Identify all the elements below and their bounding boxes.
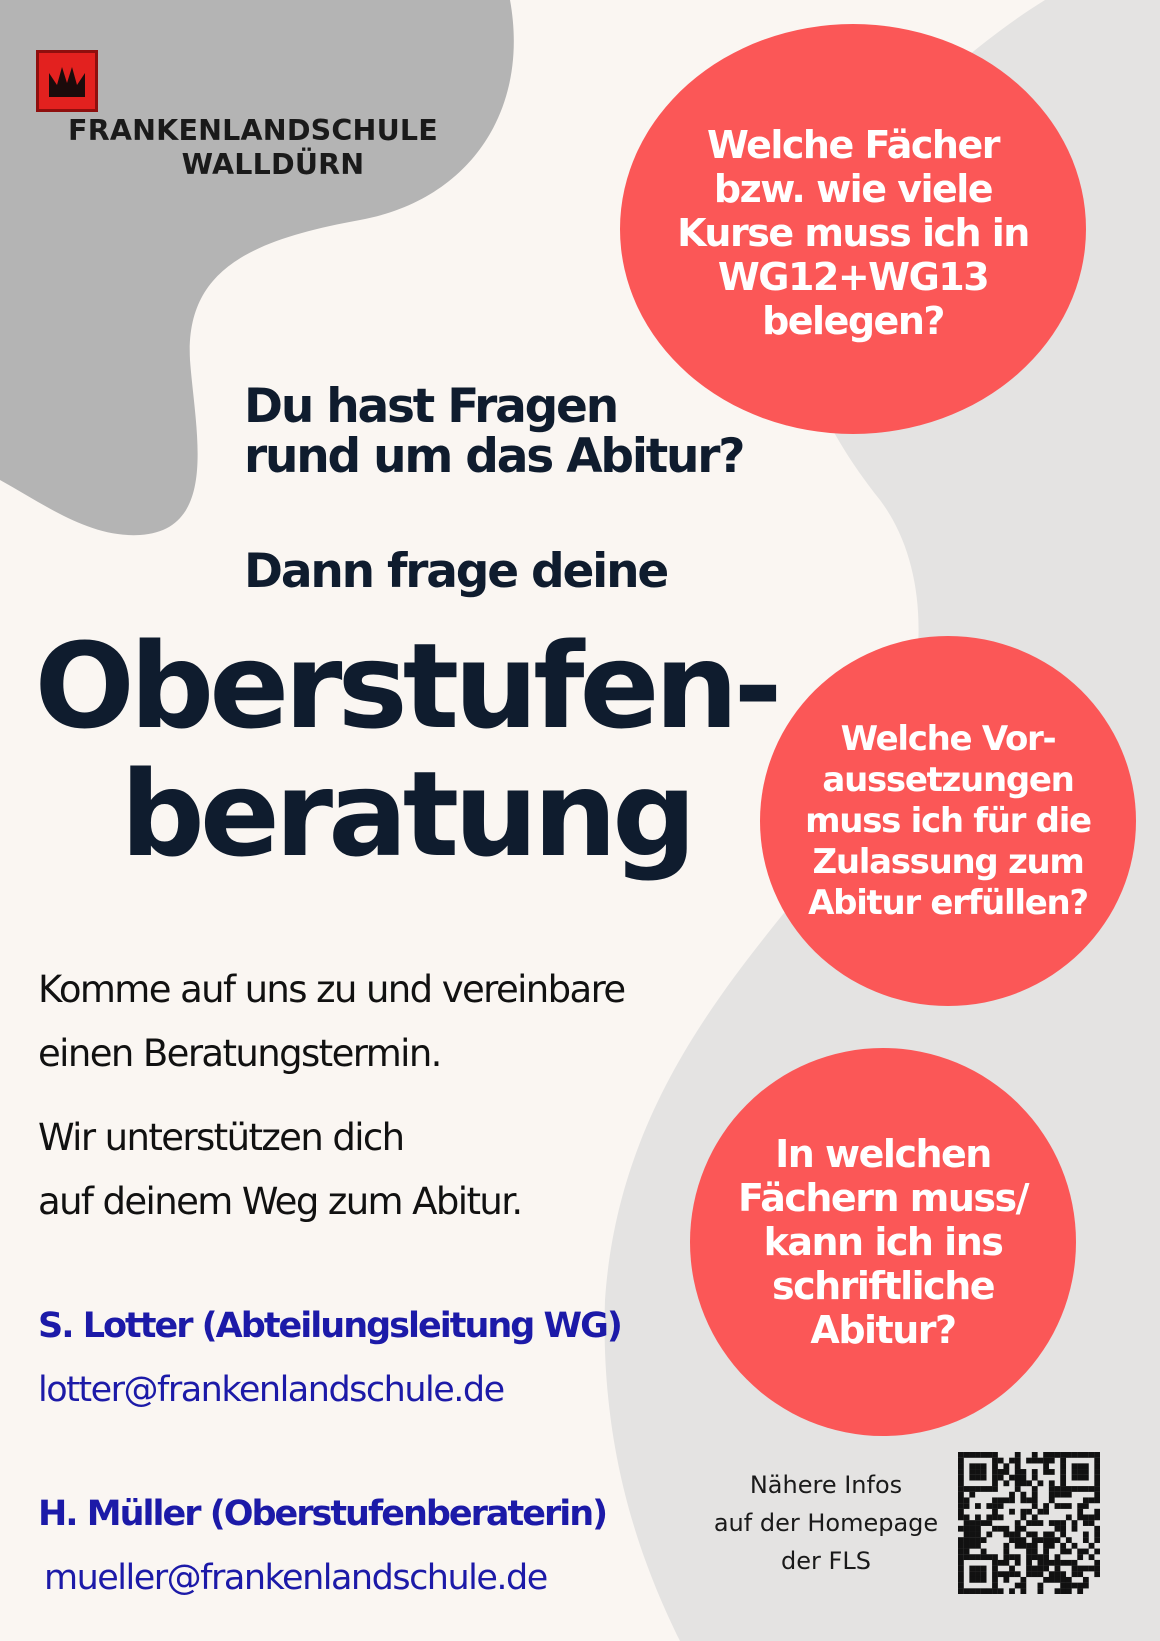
body-line: Wir unterstützen dich <box>38 1116 404 1159</box>
body-line: auf deinem Weg zum Abitur. <box>38 1180 522 1223</box>
question-line: In welchen <box>775 1132 991 1176</box>
question-line: belegen? <box>762 299 944 343</box>
info-line3: der FLS <box>781 1547 871 1575</box>
question-line: Welche Vor- <box>840 718 1056 759</box>
question-line: muss ich für die <box>805 800 1091 841</box>
body-paragraph-appointment <box>38 958 625 1086</box>
cta-lead: Dann frage deine <box>244 544 668 599</box>
main-title-line2: beratung <box>120 745 692 883</box>
contact-name-lotter: S. Lotter (Abteilungsleitung WG) <box>38 1306 621 1346</box>
body-line: Komme auf uns zu und vereinbare <box>38 968 625 1011</box>
intro-heading <box>244 379 744 484</box>
contact-name-mueller: H. Müller (Oberstufenberaterin) <box>38 1494 607 1534</box>
question-line: Welche Fächer <box>707 123 999 167</box>
school-name <box>38 114 468 182</box>
question-line: Abitur erfüllen? <box>808 882 1088 923</box>
qr-code-icon[interactable] <box>958 1452 1100 1594</box>
question-line: Fächern muss/ <box>737 1176 1028 1220</box>
contact-email-lotter[interactable]: lotter@frankenlandschule.de <box>38 1370 504 1410</box>
body-line: einen Beratungstermin. <box>38 1032 441 1075</box>
school-name-line2: WALLDÜRN <box>181 148 365 181</box>
question-bubble-requirements <box>760 636 1136 1006</box>
main-title-line1: Oberstufen- <box>34 617 778 755</box>
intro-line1: Du hast Fragen <box>244 379 617 434</box>
school-name-line1: FRANKENLANDSCHULE <box>68 114 438 147</box>
body-paragraph-support <box>38 1106 522 1234</box>
question-bubble-courses <box>620 24 1086 434</box>
question-line: bzw. wie viele <box>713 167 993 211</box>
intro-line2: rund um das Abitur? <box>244 429 744 484</box>
main-title <box>16 617 796 883</box>
question-line: Kurse muss ich in <box>677 211 1029 255</box>
contact-email-mueller[interactable]: mueller@frankenlandschule.de <box>44 1558 547 1598</box>
crown-logo-icon <box>36 50 98 112</box>
info-line2: auf der Homepage <box>713 1509 939 1537</box>
question-line: aussetzungen <box>822 759 1074 800</box>
question-line: schriftliche <box>771 1264 995 1308</box>
homepage-info <box>694 1466 958 1580</box>
question-line: Zulassung zum <box>812 841 1084 882</box>
question-line: kann ich ins <box>763 1220 1003 1264</box>
question-bubble-written-exam <box>690 1048 1076 1436</box>
question-line: WG12+WG13 <box>717 255 989 299</box>
info-line1: Nähere Infos <box>749 1471 903 1499</box>
question-line: Abitur? <box>810 1308 956 1352</box>
